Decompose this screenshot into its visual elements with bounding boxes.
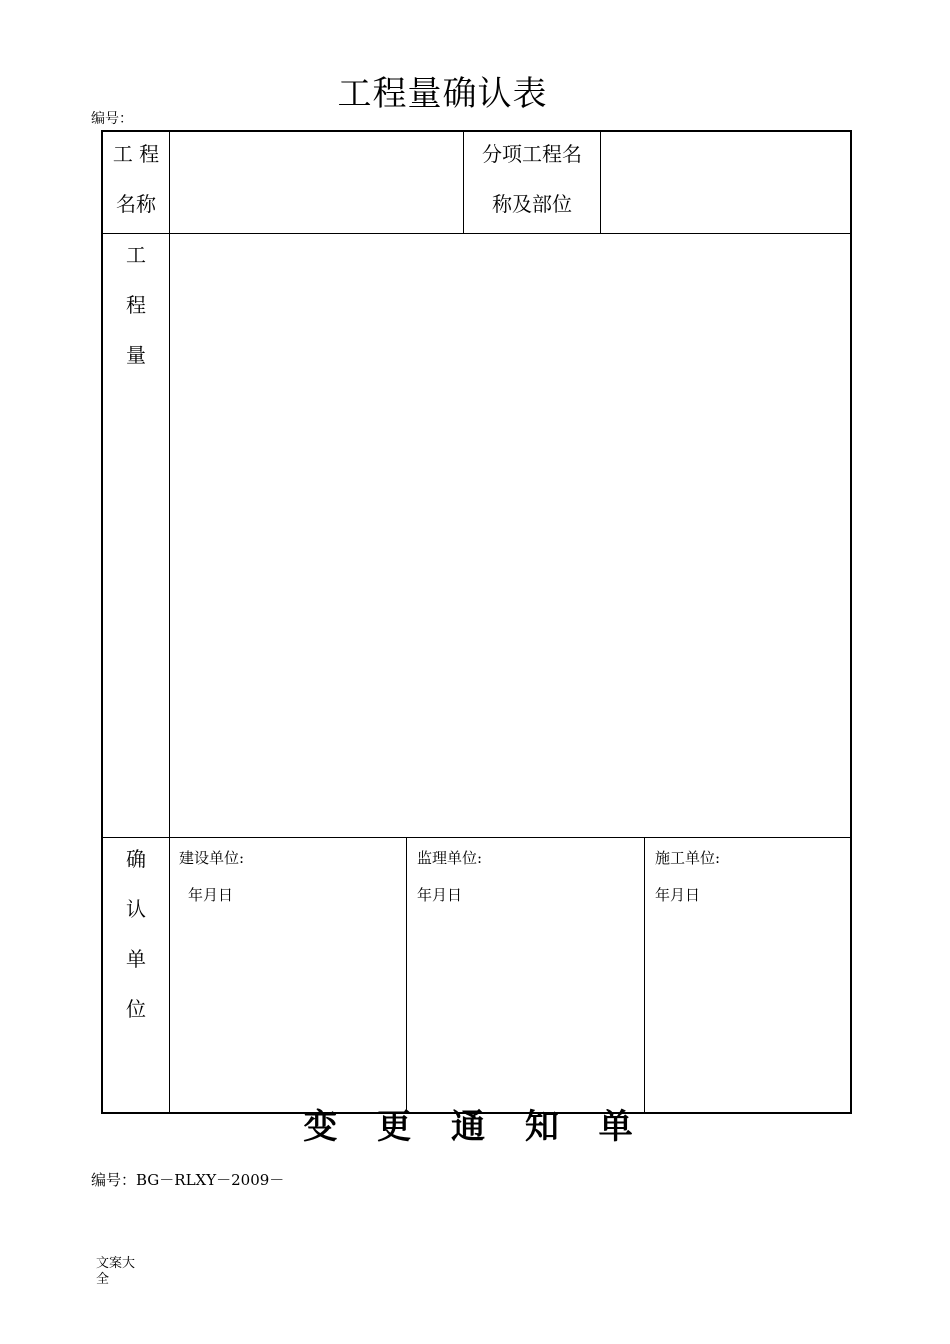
form-title: 工程量确认表	[337, 74, 548, 114]
sub-item-label-line2: 称及部位	[492, 192, 572, 216]
quantity-label-char: 量	[126, 343, 146, 367]
sub-item-field[interactable]	[601, 134, 850, 232]
project-name-label-line1: 工 程	[112, 142, 160, 166]
project-name-field[interactable]	[170, 134, 462, 232]
confirm-label-char: 确	[126, 847, 146, 871]
confirm-label-char: 认	[126, 897, 146, 921]
supervisor-unit-label: 监理单位:	[417, 849, 483, 867]
confirm-label-char: 位	[126, 997, 146, 1021]
contractor-unit-label: 施工单位:	[655, 849, 721, 867]
contractor-unit-signature-area[interactable]	[645, 910, 850, 1110]
sub-item-label-line1: 分项工程名	[482, 142, 582, 166]
confirm-label-char: 单	[126, 947, 146, 971]
quantity-label	[103, 230, 169, 380]
contractor-unit-date: 年月日	[655, 886, 701, 904]
owner-unit-signature-area[interactable]	[170, 910, 405, 1110]
owner-unit-label: 建设单位:	[179, 849, 245, 867]
change-notice-title: 变 更 通 知 单	[303, 1107, 647, 1147]
quantity-label-char: 工	[126, 243, 146, 267]
supervisor-unit-signature-area[interactable]	[407, 910, 643, 1110]
row-divider-2	[102, 837, 851, 838]
supervisor-unit-date: 年月日	[417, 886, 463, 904]
sub-item-label	[464, 129, 600, 229]
quantity-field[interactable]	[170, 234, 850, 836]
quantity-label-char: 程	[126, 293, 146, 317]
project-name-label	[103, 129, 169, 229]
project-name-label-line2: 名称	[116, 192, 156, 216]
form-number-label: 编号：	[91, 111, 133, 127]
change-notice-number: 编号：BG－RLXY－2009－	[91, 1171, 285, 1189]
confirm-label	[103, 834, 169, 1034]
footer-text: 文案大全	[96, 1256, 136, 1287]
owner-unit-date: 年月日	[188, 886, 234, 904]
